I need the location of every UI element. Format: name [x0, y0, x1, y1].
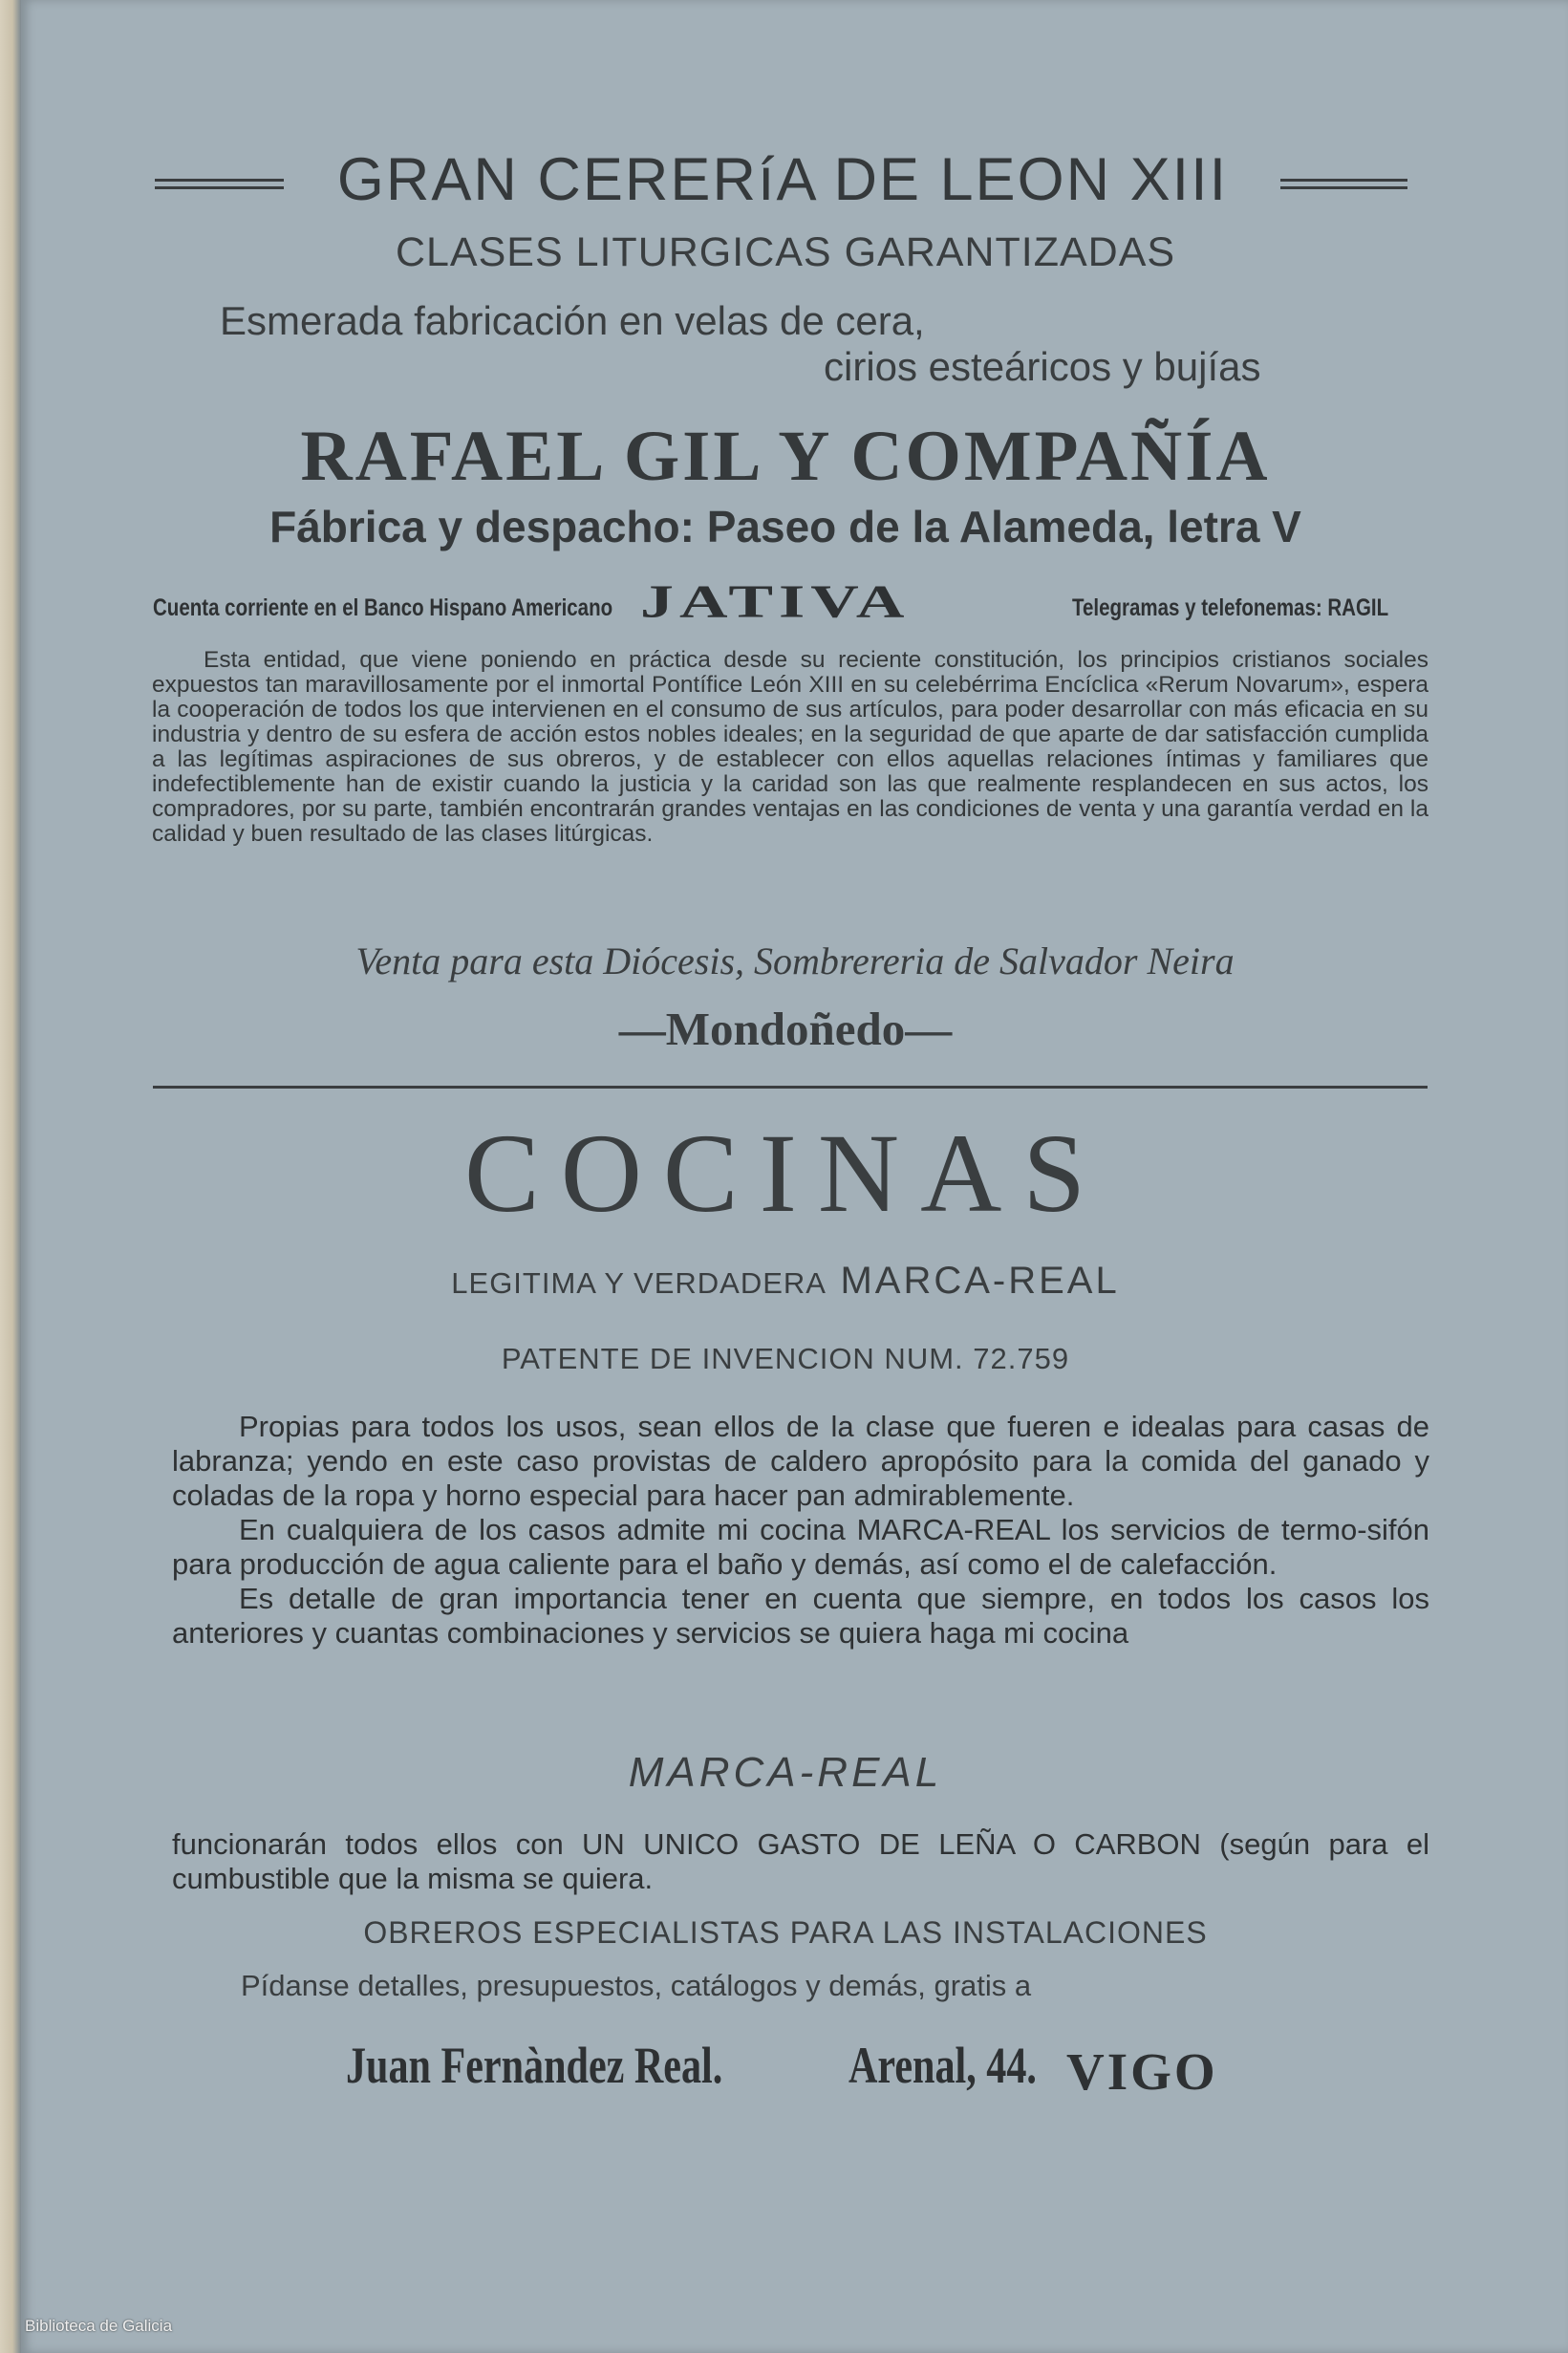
title-rule-right — [1280, 179, 1407, 189]
ad2-workers: OBREROS ESPECIALISTAS PARA LAS INSTALACIONES — [363, 1915, 1208, 1950]
ad2-para4: funcionarán todos ellos con UN UNICO GASTO DE LEÑA O CARBON (según para el cumbustible que la misma se quiera. — [172, 1827, 1429, 1895]
ad2-brand-italic: MARCA-REAL — [628, 1749, 943, 1796]
watermark: Biblioteca de Galicia — [25, 2317, 173, 2335]
ad1-title: GRAN CERERíA DE LEON XIII — [336, 146, 1229, 213]
ad2-legit-line — [164, 1260, 1407, 1303]
ad2-body — [172, 1410, 1429, 1651]
document-page — [21, 0, 1568, 2353]
ad1-paragraph — [152, 648, 1428, 847]
ad2-request: Pídanse detalles, presupuestos, catálogos y demás, gratis a — [241, 1969, 1032, 2002]
ad2-patent: PATENTE DE INVENCION NUM. 72.759 — [501, 1342, 1070, 1375]
ad2-para4-wrap — [172, 1827, 1429, 1896]
ad1-telegrams: Telegramas y telefonemas: RAGIL — [1072, 594, 1389, 621]
ad1-bank: Cuenta corriente en el Banco Hispano Americano — [153, 594, 613, 621]
ad1-town: —Mondoñedo— — [618, 1003, 953, 1055]
title-rule-left — [155, 179, 284, 189]
ad2-brand: MARCA-REAL — [840, 1260, 1120, 1302]
ad1-address: Fábrica y despacho: Paseo de la Alameda, letra V — [269, 502, 1301, 551]
ad1-subtitle: CLASES LITURGICAS GARANTIZADAS — [395, 229, 1176, 275]
ad1-city: JATIVA — [640, 575, 911, 628]
ad2-name: Juan Fernàndez Real. — [346, 2037, 723, 2094]
ad1-sale: Venta para esta Diócesis, Sombrereria de Salvador Neira — [355, 939, 1235, 982]
section-divider — [153, 1086, 1428, 1089]
ad2-legit: LEGITIMA Y VERDADERA — [451, 1266, 827, 1300]
ad1-paragraph-text: Esta entidad, que viene poniendo en práctica desde su reciente constitución, los principios cristianos sociales expuestos tan maravillosamente por el inmortal Pontífice León XIII en su celebérrima Encíclica «Rerum Novarum», espera la cooperación de todos los que intervienen en el consumo de sus artículos, para poder desarrollar con más eficacia en su industria y dentro de su esfera de acción estos nobles ideales; en la seguridad de que aparte de dar satisfacción cumplida a las legítimas aspiraciones de sus obreros, y de establecer con ellos aquellas relaciones íntimas y familiares que indefectiblemente han de existir cuando la justicia y la caridad son las que realmente resplandecen en sus actos, los compradores, por su parte, también encontrarán grandes ventajas en las condiciones de venta y una garantía verdad en la calidad y buen resultado de las clases litúrgicas. — [152, 647, 1428, 847]
ad2-para3: Es detalle de gran importancia tener en cuenta que siempre, en todos los casos los anteriores y cuantas combinaciones y servicios se quiera haga mi cocina — [172, 1582, 1429, 1650]
ad1-company: RAFAEL GIL Y COMPAÑÍA — [300, 417, 1271, 496]
ad1-line1: Esmerada fabricación en velas de cera, — [220, 298, 925, 343]
ad2-para2: En cualquiera de los casos admite mi cocina MARCA-REAL los servicios de termo-sifón para producción de agua caliente para el baño y demás, así como el de calefacción. — [172, 1513, 1429, 1581]
ad1-line2: cirios esteáricos y bujías — [824, 344, 1261, 389]
page-edge — [0, 0, 21, 2353]
ad2-para1: Propias para todos los usos, sean ellos de la clase que fueren e idealas para casas de labranza; yendo en este caso provistas de caldero apropósito para la comida del ganado y coladas de la ropa y horno especial para hacer pan admirablemente. — [172, 1410, 1429, 1512]
ad2-city: VIGO — [1066, 2042, 1218, 2101]
ad2-title: COCINAS — [464, 1111, 1106, 1236]
ad2-addr: Arenal, 44. — [848, 2037, 1037, 2094]
